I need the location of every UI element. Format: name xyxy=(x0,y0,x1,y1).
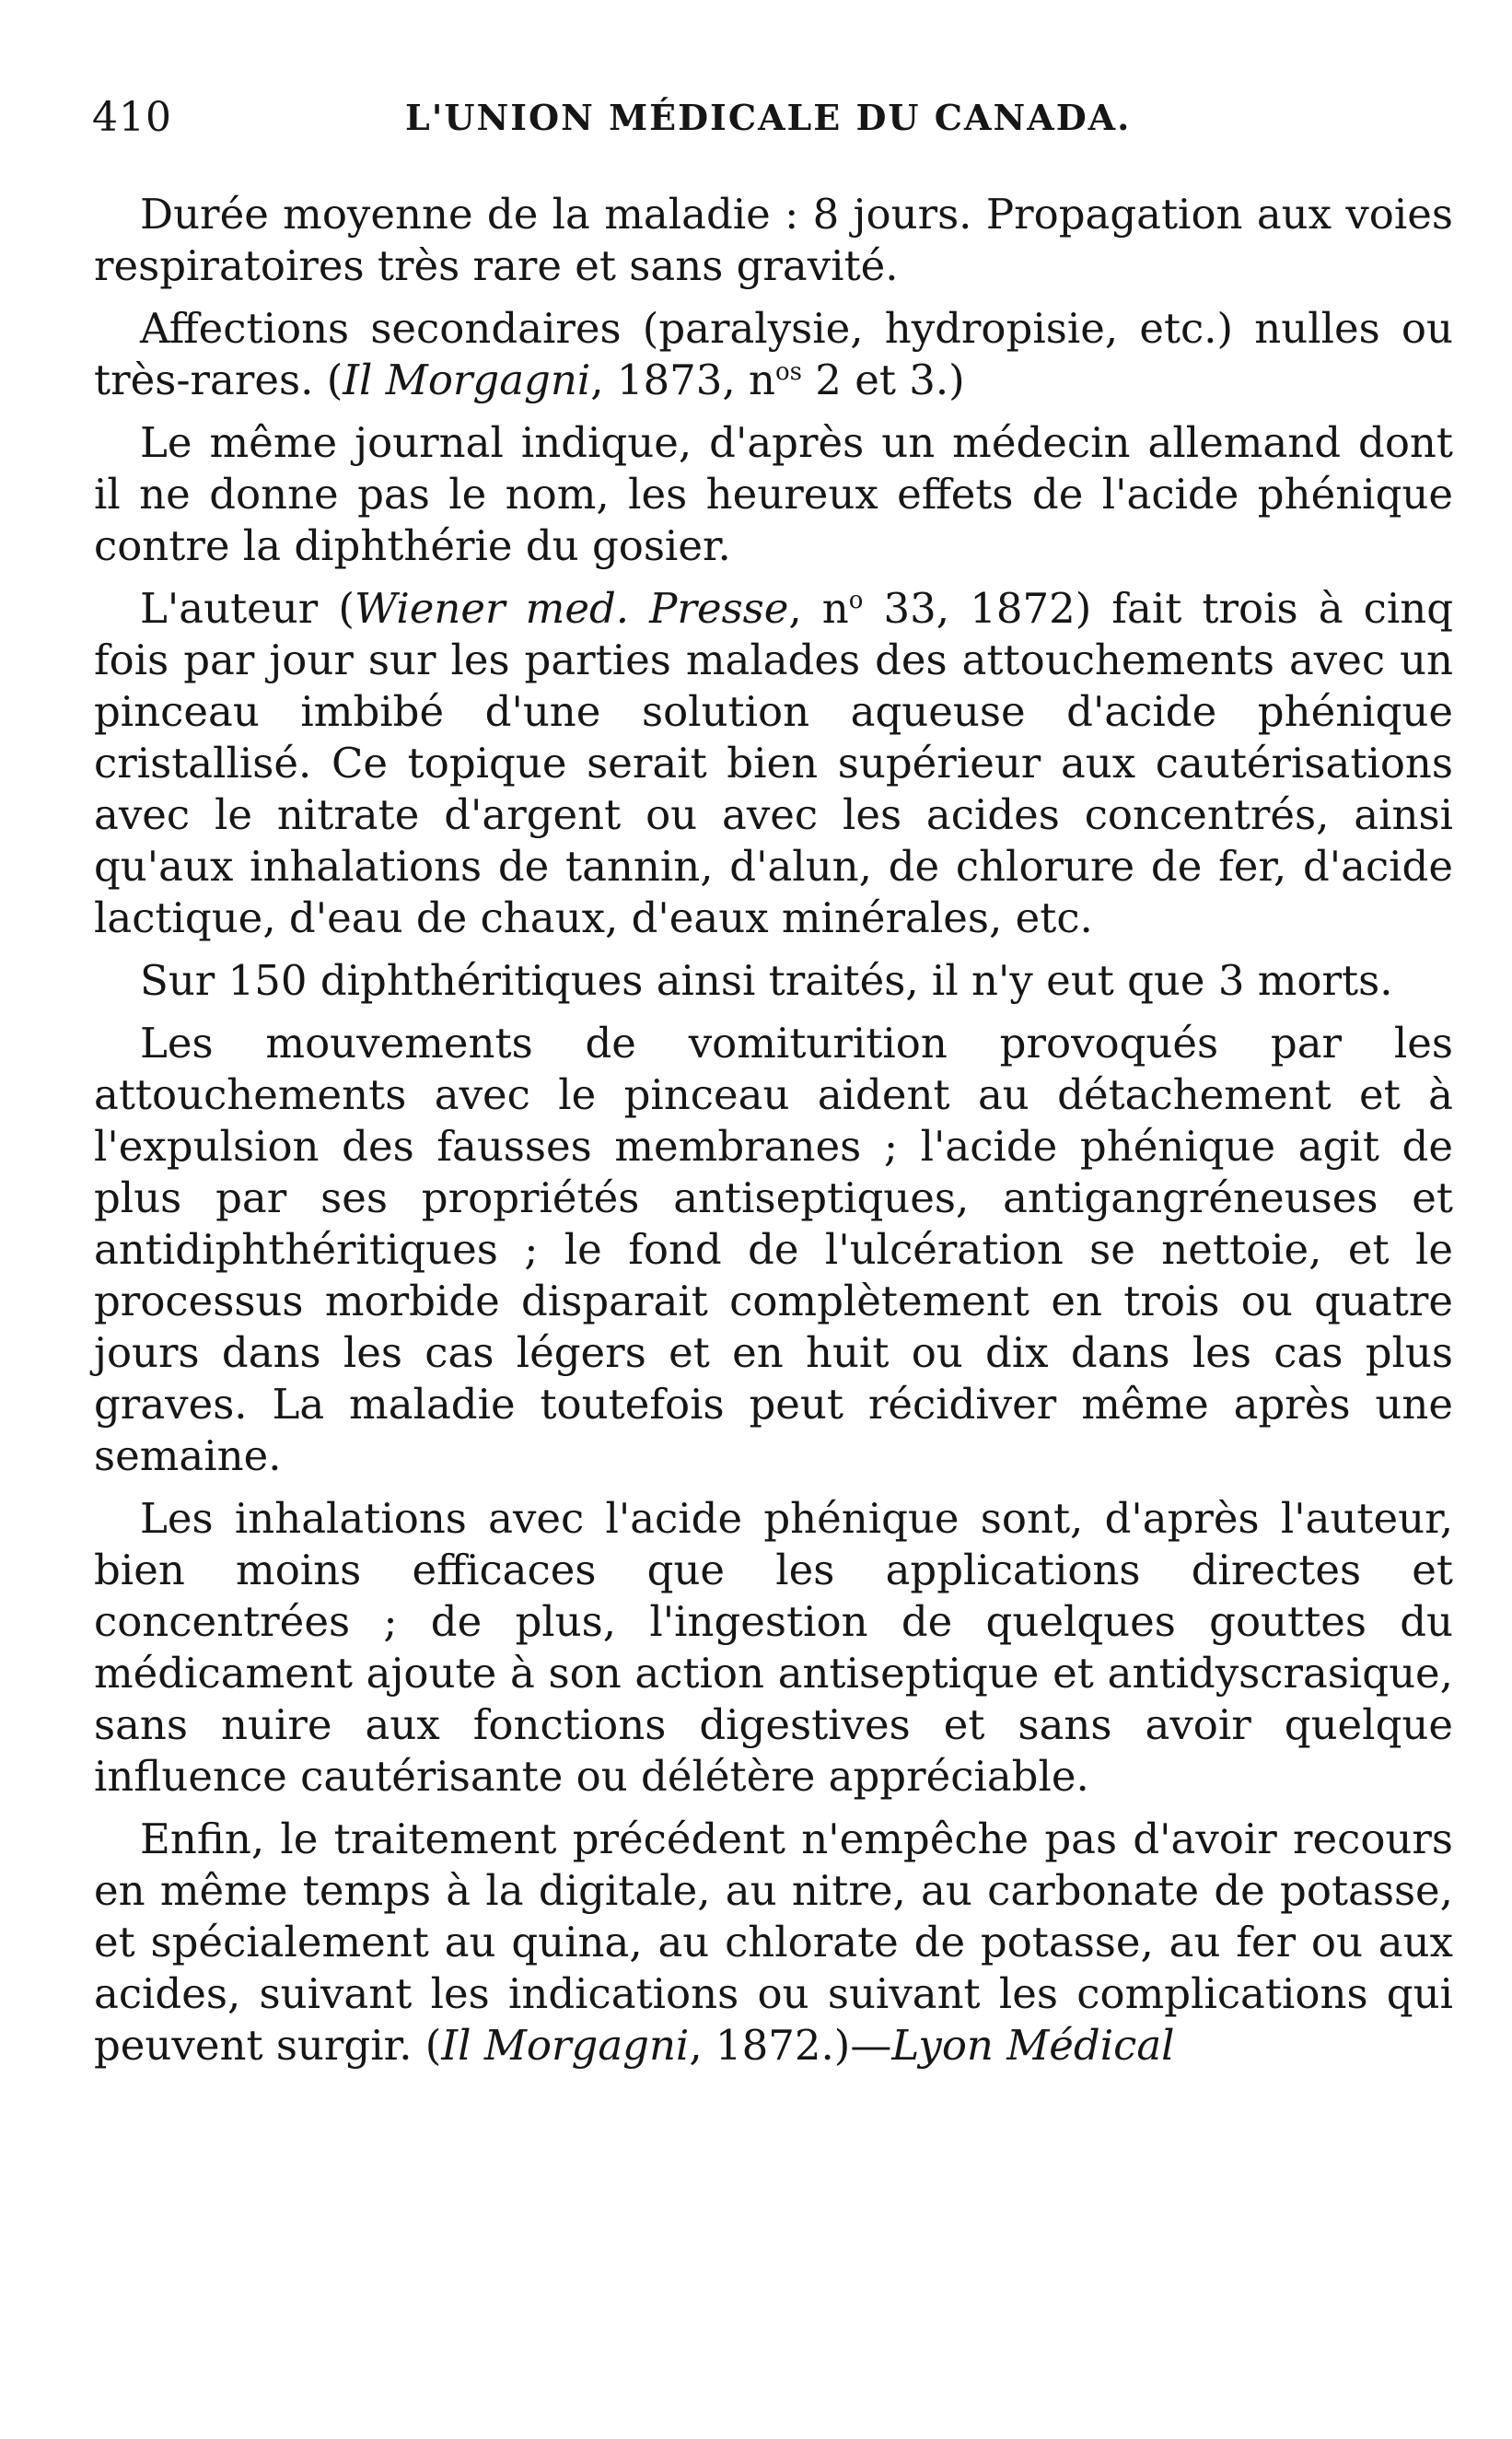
source-journal: Lyon Médical xyxy=(891,2021,1175,2070)
paragraph-text: Affections secondaires (paralysie, hydropisie, etc.) nulles ou très-rares. ( xyxy=(94,304,1453,404)
paragraph xyxy=(94,417,1453,572)
citation-journal: Il Morgagni xyxy=(441,2021,690,2070)
paragraph-text: Durée moyenne de la maladie : 8 jours. Propagation aux voies respiratoires très rare et sans gravité. xyxy=(94,190,1453,290)
paragraph-text: Sur 150 diphthéritiques ainsi traités, il n'y eut que 3 morts. xyxy=(140,956,1393,1005)
page-header xyxy=(92,90,1453,146)
paragraph xyxy=(94,189,1453,292)
paragraph-text: Enfin, le traitement précédent n'empêche pas d'avoir recours en même temps à la digitale, au nitre, au carbonate de potasse, et spécialement au quina, au chlorate de potasse, au fer ou aux acides, suivant les indications ou suivant les complications qui peuvent surgir. ( xyxy=(94,1815,1453,2070)
paragraph xyxy=(94,1493,1453,1803)
paragraph xyxy=(94,1814,1453,2071)
paragraph xyxy=(94,1018,1453,1482)
citation-superscript: o xyxy=(848,587,864,614)
page-number: 410 xyxy=(92,94,172,141)
citation-superscript: os xyxy=(774,358,802,386)
article-body xyxy=(94,189,1453,2071)
running-title: L'UNION MÉDICALE DU CANADA. xyxy=(405,97,1132,138)
citation-details: , 1873, n xyxy=(590,356,775,404)
paragraph-text: Le même journal indique, d'après un médecin allemand dont il ne donne pas le nom, les heureux effets de l'acide phénique contre la diphthérie du gosier. xyxy=(94,418,1453,570)
paragraph xyxy=(94,583,1453,944)
paragraph xyxy=(94,955,1453,1007)
citation-journal: Wiener med. Presse xyxy=(354,584,789,633)
citation-numbers: 2 et 3.) xyxy=(801,356,965,404)
paragraph xyxy=(94,303,1453,406)
paragraph-text: Les mouvements de vomiturition provoqués par les attouchements avec le pinceau aident au détachement et à l'expulsion des fausses membranes ; l'acide phénique agit de plus par ses propriétés antiseptiques, antigangréneuses et antidiphthéritiques ; le fond de l'ulcération se nettoie, et le processus morbide disparait complètement en trois ou quatre jours dans les cas légers et en huit ou dix dans les cas plus graves. La maladie toutefois peut récidiver même après une semaine. xyxy=(94,1019,1453,1480)
citation-details: , n xyxy=(788,584,849,633)
citation-journal: Il Morgagni xyxy=(343,356,591,404)
citation-details: , 1872.)— xyxy=(689,2021,892,2070)
paragraph-text: L'auteur ( xyxy=(140,584,355,633)
paragraph-text: 33, 1872) fait trois à cinq fois par jour sur les parties malades des attouchements avec un pinceau imbibé d'une solution aqueuse d'acide phénique cristallisé. Ce topique serait bien supérieur aux cautérisations avec le nitrate d'argent ou avec les acides concentrés, ainsi qu'aux inhalations de tannin, d'alun, de chlorure de fer, d'acide lactique, d'eau de chaux, d'eaux minérales, etc. xyxy=(94,584,1454,942)
paragraph-text: Les inhalations avec l'acide phénique sont, d'après l'auteur, bien moins efficaces que les applications directes et concentrées ; de plus, l'ingestion de quelques gouttes du médicament ajoute à son action antiseptique et antidyscrasique, sans nuire aux fonctions digestives et sans avoir quelque influence cautérisante ou délétère appréciable. xyxy=(94,1494,1453,1801)
